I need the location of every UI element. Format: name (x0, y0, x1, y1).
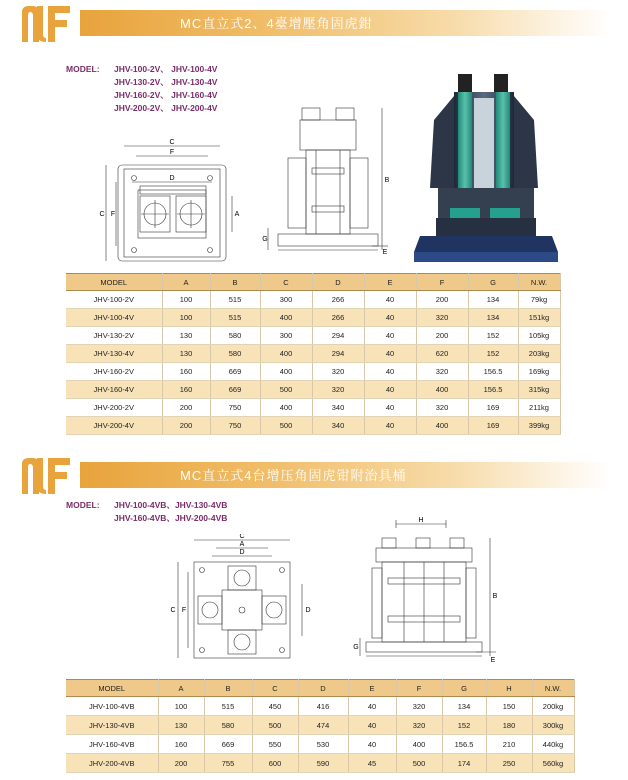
table-cell: 79kg (518, 291, 560, 309)
table-cell: 750 (210, 399, 260, 417)
table-cell: 474 (298, 716, 348, 735)
section1-side-view-drawing (258, 102, 398, 264)
table-header: H (486, 680, 532, 697)
section1-spec-table (66, 273, 561, 435)
dim-label-e: E (490, 657, 496, 664)
model-line: JHV-100-4VB、JHV-130-4VB (114, 500, 228, 510)
table-header: N.W. (518, 274, 560, 291)
table-cell: 300kg (532, 716, 574, 735)
model-line: JHV-130-2V、 JHV-130-4V (114, 77, 218, 87)
table-cell: 669 (210, 363, 260, 381)
table-cell: 399kg (518, 417, 560, 435)
table-cell: 750 (210, 417, 260, 435)
table-cell: JHV-130-4V (66, 345, 162, 363)
brand-logo-icon (20, 4, 72, 44)
table-header: MODEL (66, 274, 162, 291)
table-cell: 152 (468, 327, 518, 345)
dim-label-a: A (234, 211, 240, 218)
product-photo-4v-vise (414, 68, 558, 262)
table-cell: 450 (252, 697, 298, 716)
table-cell: 400 (260, 363, 312, 381)
table-cell: 40 (364, 291, 416, 309)
table-cell: 200 (158, 754, 204, 773)
table-row (66, 697, 574, 716)
table-cell: 400 (260, 309, 312, 327)
table-cell: JHV-200-2V (66, 399, 162, 417)
table-cell: JHV-160-2V (66, 363, 162, 381)
model-line: JHV-160-2V、 JHV-160-4V (114, 90, 218, 100)
dim-label-c-side: C (170, 607, 176, 614)
table-cell: 340 (312, 399, 364, 417)
table-cell: 320 (396, 716, 442, 735)
table-header: D (312, 274, 364, 291)
section2-top-view-drawing (166, 534, 316, 664)
table-cell: 130 (162, 327, 210, 345)
table-cell: 100 (158, 697, 204, 716)
table-row (66, 735, 574, 754)
dim-label-b: B (492, 593, 498, 600)
model-label: MODEL: (66, 64, 100, 74)
table-cell: 515 (204, 697, 252, 716)
table-cell: 320 (396, 697, 442, 716)
table-header: F (396, 680, 442, 697)
table-cell: 169 (468, 399, 518, 417)
section2-banner (20, 456, 610, 496)
table-cell: 400 (416, 417, 468, 435)
table-cell: 40 (348, 697, 396, 716)
table-cell: 40 (348, 716, 396, 735)
table-header: G (468, 274, 518, 291)
table-row (66, 345, 560, 363)
table-cell: 160 (162, 363, 210, 381)
table-cell: 40 (364, 417, 416, 435)
table-row (66, 754, 574, 773)
table-cell: 580 (204, 716, 252, 735)
table-cell: 340 (312, 417, 364, 435)
table-cell: 134 (442, 697, 486, 716)
table-header: E (364, 274, 416, 291)
table-cell: 580 (210, 327, 260, 345)
table-header: B (204, 680, 252, 697)
dim-label-c: C (169, 139, 175, 146)
table-cell: 200 (416, 327, 468, 345)
section1-top-view-drawing (96, 138, 246, 263)
table-cell: 130 (162, 345, 210, 363)
table-cell: 100 (162, 291, 210, 309)
table-cell: 530 (298, 735, 348, 754)
table-cell: 669 (204, 735, 252, 754)
table-cell: 156.5 (442, 735, 486, 754)
table-cell: JHV-100-2V (66, 291, 162, 309)
table-header: D (298, 680, 348, 697)
table-cell: 134 (468, 309, 518, 327)
table-row (66, 327, 560, 345)
table-header: A (162, 274, 210, 291)
table-row (66, 716, 574, 735)
section1-models (66, 63, 217, 115)
table-cell: 500 (260, 381, 312, 399)
table-header-row (66, 274, 560, 291)
section1-banner (20, 4, 610, 44)
model-label: MODEL: (66, 500, 100, 510)
table-row (66, 291, 560, 309)
dim-label-c: C (239, 534, 245, 540)
table-header: C (260, 274, 312, 291)
dim-label-d-side: D (305, 607, 311, 614)
table-cell: 40 (364, 363, 416, 381)
table-cell: 515 (210, 291, 260, 309)
table-cell: 180 (486, 716, 532, 735)
table-cell: 40 (364, 309, 416, 327)
dim-label-g: G (262, 236, 268, 243)
dim-label-d: D (169, 175, 175, 182)
table-cell: 580 (210, 345, 260, 363)
dim-label-h: H (418, 517, 424, 524)
table-header-row (66, 680, 574, 697)
table-cell: 600 (252, 754, 298, 773)
table-cell: 300 (260, 291, 312, 309)
table-cell: 315kg (518, 381, 560, 399)
table-cell: 203kg (518, 345, 560, 363)
table-cell: JHV-130-2V (66, 327, 162, 345)
table-cell: 500 (396, 754, 442, 773)
table-cell: JHV-100-4VB (66, 697, 158, 716)
brand-logo-icon (20, 456, 72, 496)
table-cell: 440kg (532, 735, 574, 754)
table-cell: 320 (312, 363, 364, 381)
table-cell: 266 (312, 309, 364, 327)
table-cell: 400 (396, 735, 442, 754)
dim-label-b: B (384, 177, 390, 184)
table-cell: 40 (364, 381, 416, 399)
section2-title: MC直立式4台增压角固虎钳附治具桶 (180, 468, 407, 483)
table-cell: 40 (364, 345, 416, 363)
table-cell: 300 (260, 327, 312, 345)
section2-models (66, 499, 227, 525)
table-cell: 266 (312, 291, 364, 309)
dim-label-c-side: C (99, 211, 105, 218)
table-cell: 294 (312, 327, 364, 345)
table-cell: JHV-200-4VB (66, 754, 158, 773)
table-header: C (252, 680, 298, 697)
section2-spec-table (66, 679, 575, 773)
table-cell: 152 (442, 716, 486, 735)
table-cell: 400 (260, 399, 312, 417)
table-cell: 105kg (518, 327, 560, 345)
table-cell: 169kg (518, 363, 560, 381)
dim-label-d: D (239, 549, 245, 556)
table-header: A (158, 680, 204, 697)
dim-label-f-side: F (110, 211, 116, 218)
table-row (66, 309, 560, 327)
model-line: JHV-200-2V、 JHV-200-4V (114, 103, 218, 113)
table-cell: 169 (468, 417, 518, 435)
dim-label-e: E (382, 249, 388, 256)
table-cell: 416 (298, 697, 348, 716)
table-cell: 400 (416, 381, 468, 399)
table-cell: 156.5 (468, 381, 518, 399)
table-cell: 134 (468, 291, 518, 309)
table-row (66, 399, 560, 417)
table-cell: 40 (348, 735, 396, 754)
table-header: G (442, 680, 486, 697)
table-cell: 294 (312, 345, 364, 363)
table-cell: 515 (210, 309, 260, 327)
table-cell: 320 (416, 399, 468, 417)
dim-label-a: A (239, 541, 245, 548)
table-cell: 320 (312, 381, 364, 399)
table-cell: 250 (486, 754, 532, 773)
table-cell: 210 (486, 735, 532, 754)
table-cell: 150 (486, 697, 532, 716)
table-cell: 320 (416, 309, 468, 327)
table-cell: 130 (158, 716, 204, 735)
table-cell: 152 (468, 345, 518, 363)
table-cell: 550 (252, 735, 298, 754)
table-header: N.W. (532, 680, 574, 697)
table-cell: 200 (416, 291, 468, 309)
table-cell: 40 (364, 327, 416, 345)
table-row (66, 381, 560, 399)
table-cell: 200kg (532, 697, 574, 716)
table-cell: JHV-100-4V (66, 309, 162, 327)
table-header: E (348, 680, 396, 697)
table-cell: 320 (416, 363, 468, 381)
table-row (66, 417, 560, 435)
model-line: JHV-160-4VB、JHV-200-4VB (114, 513, 228, 523)
table-header: F (416, 274, 468, 291)
table-row (66, 363, 560, 381)
table-cell: 151kg (518, 309, 560, 327)
section1-title: MC直立式2、4臺增壓角固虎鉗 (180, 16, 373, 31)
model-line: JHV-100-2V、 JHV-100-4V (114, 64, 218, 74)
table-cell: 755 (204, 754, 252, 773)
table-cell: 160 (162, 381, 210, 399)
table-cell: 500 (260, 417, 312, 435)
table-cell: 200 (162, 417, 210, 435)
table-cell: 590 (298, 754, 348, 773)
table-cell: 211kg (518, 399, 560, 417)
table-cell: 500 (252, 716, 298, 735)
table-cell: 400 (260, 345, 312, 363)
table-cell: JHV-200-4V (66, 417, 162, 435)
table-cell: 160 (158, 735, 204, 754)
dim-label-f: F (169, 149, 175, 156)
table-cell: 200 (162, 399, 210, 417)
section2-side-view-drawing (352, 516, 502, 664)
table-cell: JHV-160-4V (66, 381, 162, 399)
table-cell: JHV-130-4VB (66, 716, 158, 735)
table-header: B (210, 274, 260, 291)
dim-label-f-side: F (181, 607, 187, 614)
table-cell: 669 (210, 381, 260, 399)
table-cell: 40 (364, 399, 416, 417)
dim-label-g: G (353, 644, 359, 651)
table-cell: 560kg (532, 754, 574, 773)
table-header: MODEL (66, 680, 158, 697)
table-cell: 100 (162, 309, 210, 327)
table-cell: 156.5 (468, 363, 518, 381)
table-cell: JHV-160-4VB (66, 735, 158, 754)
table-cell: 174 (442, 754, 486, 773)
table-cell: 45 (348, 754, 396, 773)
table-cell: 620 (416, 345, 468, 363)
